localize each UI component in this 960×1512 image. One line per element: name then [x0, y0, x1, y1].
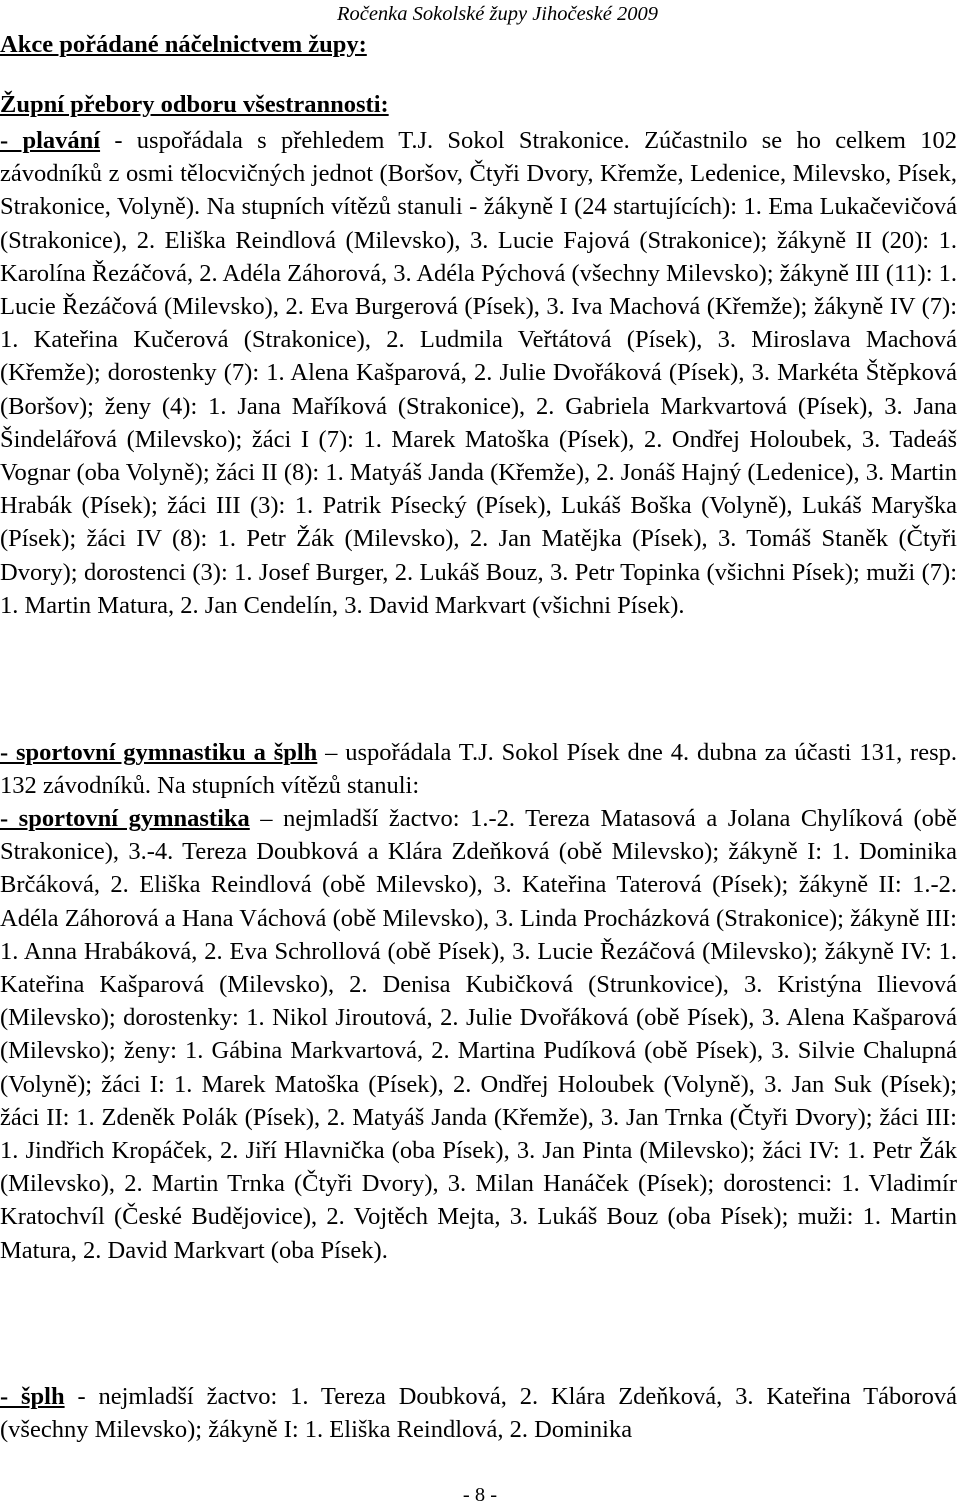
running-header: Ročenka Sokolské župy Jihočeské 2009 — [336, 3, 658, 25]
gymnastics-paragraph — [0, 802, 957, 1267]
section-heading: Župní přebory odboru všestrannosti: — [0, 91, 389, 118]
gymnastics-text: – nejmladší žactvo: 1.-2. Tereza Matasová a Jolana Chylíková (obě Strakonice), 3.-4. Tereza Doubková a Klára Zdeňková (obě Milevsko); žákyně I: 1. Dominika Brčáková, 2. Eliška Reindlová (obě Milevsko), 3. Kateřina Taterová (Písek); žákyně II: 1.-2. Adéla Záhorová a Hana Váchová (obě Milevsko), 3. Linda Procházková (Strakonice); žákyně III: 1. Anna Hrabáková, 2. Eva Schrollová (obě Písek), 3. Lucie Řezáčová (Milevsko); žákyně IV: 1. Kateřina Kašparová (Milevsko), 2. Denisa Kubičková (Strunkovice), 3. Kristýna Ilievová (Milevsko); dorostenky: 1. Nikol Jiroutová, 2. Julie Dvořáková (obě Písek), 3. Alena Kašparová (Milevsko); ženy: 1. Gábina Markvartová, 2. Martina Pudíková (obě Písek), 3. Silvie Chalupná (Volyně); žáci I: 1. Marek Matoška (Písek), 2. Ondřej Holoubek (Volyně), 3. Jan Suk (Písek); žáci II: 1. Zdeněk Polák (Písek), 2. Matyáš Janda (Křemže), 3. Jan Trnka (Čtyři Dvory); žáci III: 1. Jindřich Kropáček, 2. Jiří Hlavnička (oba Písek), 3. Jan Pinta (Milevsko); žáci IV: 1. Petr Žák (Milevsko), 2. Martin Trnka (Čtyři Dvory), 3. Milan Hanáček (Písek); dorostenci: 1. Vladimír Kratochvíl (České Budějovice), 2. Vojtěch Mejta, 3. Lukáš Bouz (oba Písek); muži: 1. Martin Matura, 2. David Markvart (oba Písek). — [0, 805, 958, 1264]
page-heading: Akce pořádané náčelnictvem župy: — [0, 31, 367, 58]
rope-climbing-text: - nejmladší žactvo: 1. Tereza Doubková, 2. Klára Zdeňková, 3. Kateřina Táborová (všechny Milevsko); žákyně I: 1. Eliška Reindlová, 2. Dominika — [0, 1383, 957, 1444]
swimming-paragraph — [0, 124, 957, 622]
gymnastics-climbing-label: - sportovní gymnastiku a šplh — [0, 739, 318, 766]
gymnastics-intro-text: – uspořádala T.J. Sokol Písek dne 4. dubna za účasti 131, resp. 132 závodníků. Na stupních vítězů stanuli: — [0, 739, 957, 800]
swimming-label: - plavání — [0, 127, 101, 154]
rope-climbing-label: - šplh — [0, 1383, 65, 1410]
rope-climbing-paragraph — [0, 1380, 957, 1446]
gymnastics-label: - sportovní gymnastika — [0, 805, 250, 832]
swimming-text: - uspořádala s přehledem T.J. Sokol Strakonice. Zúčastnilo se ho celkem 102 závodníků z osmi tělocvičných jednot (Boršov, Čtyři Dvory, Křemže, Ledenice, Milevsko, Písek, Strakonice, Volyně). Na stupních vítězů stanuli - žákyně I (24 startujících): 1. Ema Lukačevičová (Strakonice), 2. Eliška Reindlová (Milevsko), 3. Lucie Fajová (Strakonice); žákyně II (20): 1. Karolína Řezáčová, 2. Adéla Záhorová, 3. Adéla Pýchová (všechny Milevsko); žákyně III (11): 1. Lucie Řezáčová (Milevsko), 2. Eva Burgerová (Písek), 3. Iva Machová (Křemže); žákyně IV (7): 1. Kateřina Kučerová (Strakonice), 2. Ludmila Veřtátová (Písek), 3. Miroslava Machová (Křemže); dorostenky (7): 1. Alena Kašparová, 2. Julie Dvořáková (Písek), 3. Markéta Štěpková (Boršov); ženy (4): 1. Jana Maříková (Strakonice), 2. Gabriela Markvartová (Písek), 3. Jana Šindelářová (Milevsko); žáci I (7): 1. Marek Matoška (Písek), 2. Ondřej Holoubek, 3. Tadeáš Vognar (oba Volyně); žáci II (8): 1. Matyáš Janda (Křemže), 2. Jonáš Hajný (Ledenice), 3. Martin Hrabák (Písek); žáci III (3): 1. Patrik Písecký (Písek), Lukáš Boška (Volyně), Lukáš Maryška (Písek); žáci IV (8): 1. Petr Žák (Milevsko), 2. Jan Matějka (Písek), 3. Tomáš Staněk (Čtyři Dvory); dorostenci (3): 1. Josef Burger, 2. Lukáš Bouz, 3. Petr Topinka (všichni Písek); muži (7): 1. Martin Matura, 2. Jan Cendelín, 3. David Markvart (všichni Písek). — [0, 127, 958, 619]
page-number: - 8 - — [462, 1484, 498, 1506]
gymnastics-intro-paragraph — [0, 736, 957, 802]
